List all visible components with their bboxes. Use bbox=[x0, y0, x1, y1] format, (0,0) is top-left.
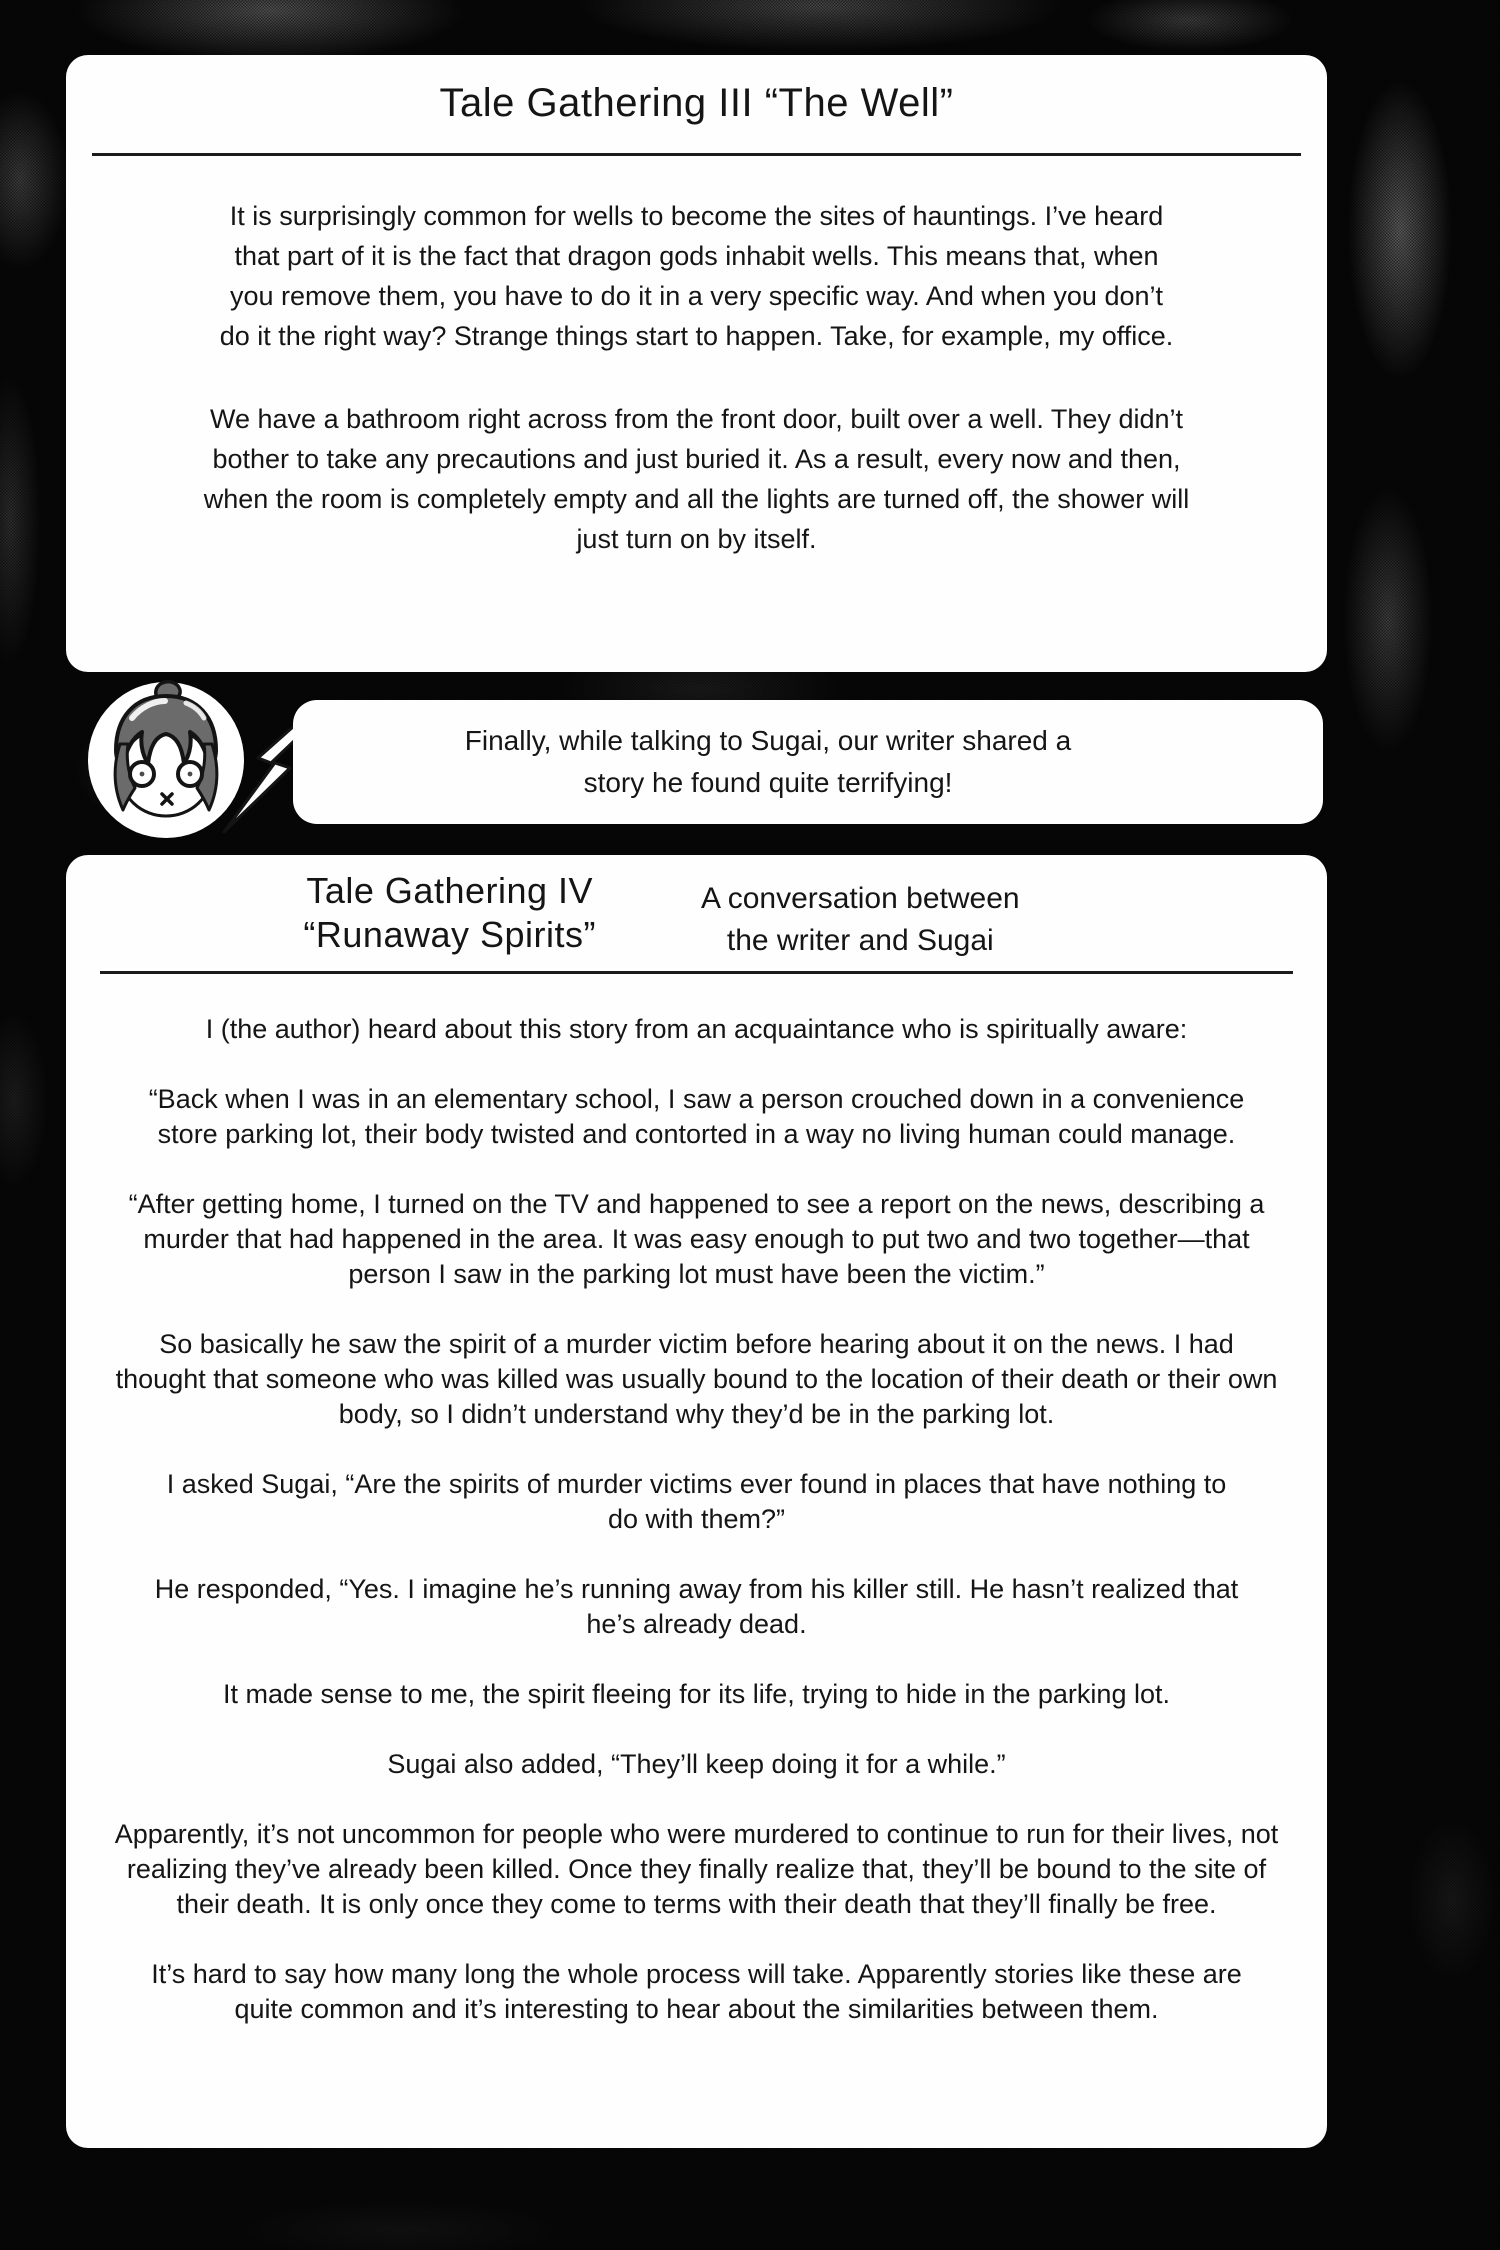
panel2-paragraph: I (the author) heard about this story from an acquaintance who is spiritually aware: bbox=[205, 1014, 1188, 1044]
panel1-title: Tale Gathering III “The Well” bbox=[439, 81, 954, 125]
panel2-paragraph: It’s hard to say how many long the whole process will take. Apparently stories like these are quite common and it’s interesting to hear about the similarities between them. bbox=[151, 1959, 1242, 2024]
panel2-title-line1: Tale Gathering IV bbox=[306, 870, 594, 911]
speech-bubble-text: Finally, while talking to Sugai, our writer shared a story he found quite terrifying! bbox=[464, 725, 1072, 798]
panel2-divider bbox=[100, 971, 1293, 974]
panel2-paragraph: “Back when I was in an elementary school, I saw a person crouched down in a convenience store parking lot, their body twisted and contorted in a way no living human could manage. bbox=[148, 1084, 1245, 1149]
panel2-subtitle-line1: A conversation between bbox=[701, 882, 1020, 915]
panel2-paragraph: I asked Sugai, “Are the spirits of murder victims ever found in places that have nothing to do with them?” bbox=[166, 1469, 1227, 1534]
panel1-divider bbox=[92, 153, 1301, 156]
panel2-paragraph: Sugai also added, “They’ll keep doing it for a while.” bbox=[387, 1749, 1006, 1779]
panel1-paragraph: It is surprisingly common for wells to become the sites of hauntings. I’ve heard that part of it is the fact that dragon gods inhabit wells. This means that, when you remove them, you have to do it in a very specific way. And when you don’t do it the right way? Strange things start to happen. Take, for example, my office. bbox=[219, 201, 1174, 351]
panel2-subtitle-line2: the writer and Sugai bbox=[726, 924, 994, 957]
panel2-paragraph: He responded, “Yes. I imagine he’s running away from his killer still. He hasn’t realized that he’s already dead. bbox=[154, 1574, 1239, 1639]
panel-tale-gathering-4 bbox=[66, 855, 1327, 2148]
panel2-paragraph: So basically he saw the spirit of a murder victim before hearing about it on the news. I had thought that someone who was killed was usually bound to the location of their death or their own body, so I didn’t understand why they’d be in the parking lot. bbox=[115, 1329, 1278, 1429]
panel2-header bbox=[104, 869, 1289, 962]
panel2-title bbox=[303, 869, 596, 957]
panel2-paragraph: It made sense to me, the spirit fleeing for its life, trying to hide in the parking lot. bbox=[223, 1679, 1170, 1709]
surprised-chibi-girl-icon bbox=[86, 680, 246, 840]
narrator-speech-bubble bbox=[293, 700, 1323, 824]
panel2-paragraph: Apparently, it’s not uncommon for people who were murdered to continue to run for their lives, not realizing they’ve already been killed. Once they finally realize that, they’ll be bound to the site of their death. It is only once they come to terms with their death that they’ll finally be free. bbox=[114, 1819, 1279, 1919]
panel1-paragraph: We have a bathroom right across from the front door, built over a well. They didn’t bother to take any precautions and just buried it. As a result, every now and then, when the room is completely empty and all the lights are turned off, the shower will just turn on by itself. bbox=[203, 404, 1190, 554]
narrator-avatar bbox=[86, 680, 246, 840]
panel-tale-gathering-3 bbox=[66, 55, 1327, 672]
panel2-paragraph: “After getting home, I turned on the TV and happened to see a report on the news, describing a murder that had happened in the area. It was easy enough to put two and two together—that person I saw in the parking lot must have been the victim.” bbox=[128, 1189, 1265, 1289]
panel2-title-line2: “Runaway Spirits” bbox=[303, 914, 597, 955]
panel2-subtitle bbox=[701, 869, 1020, 962]
